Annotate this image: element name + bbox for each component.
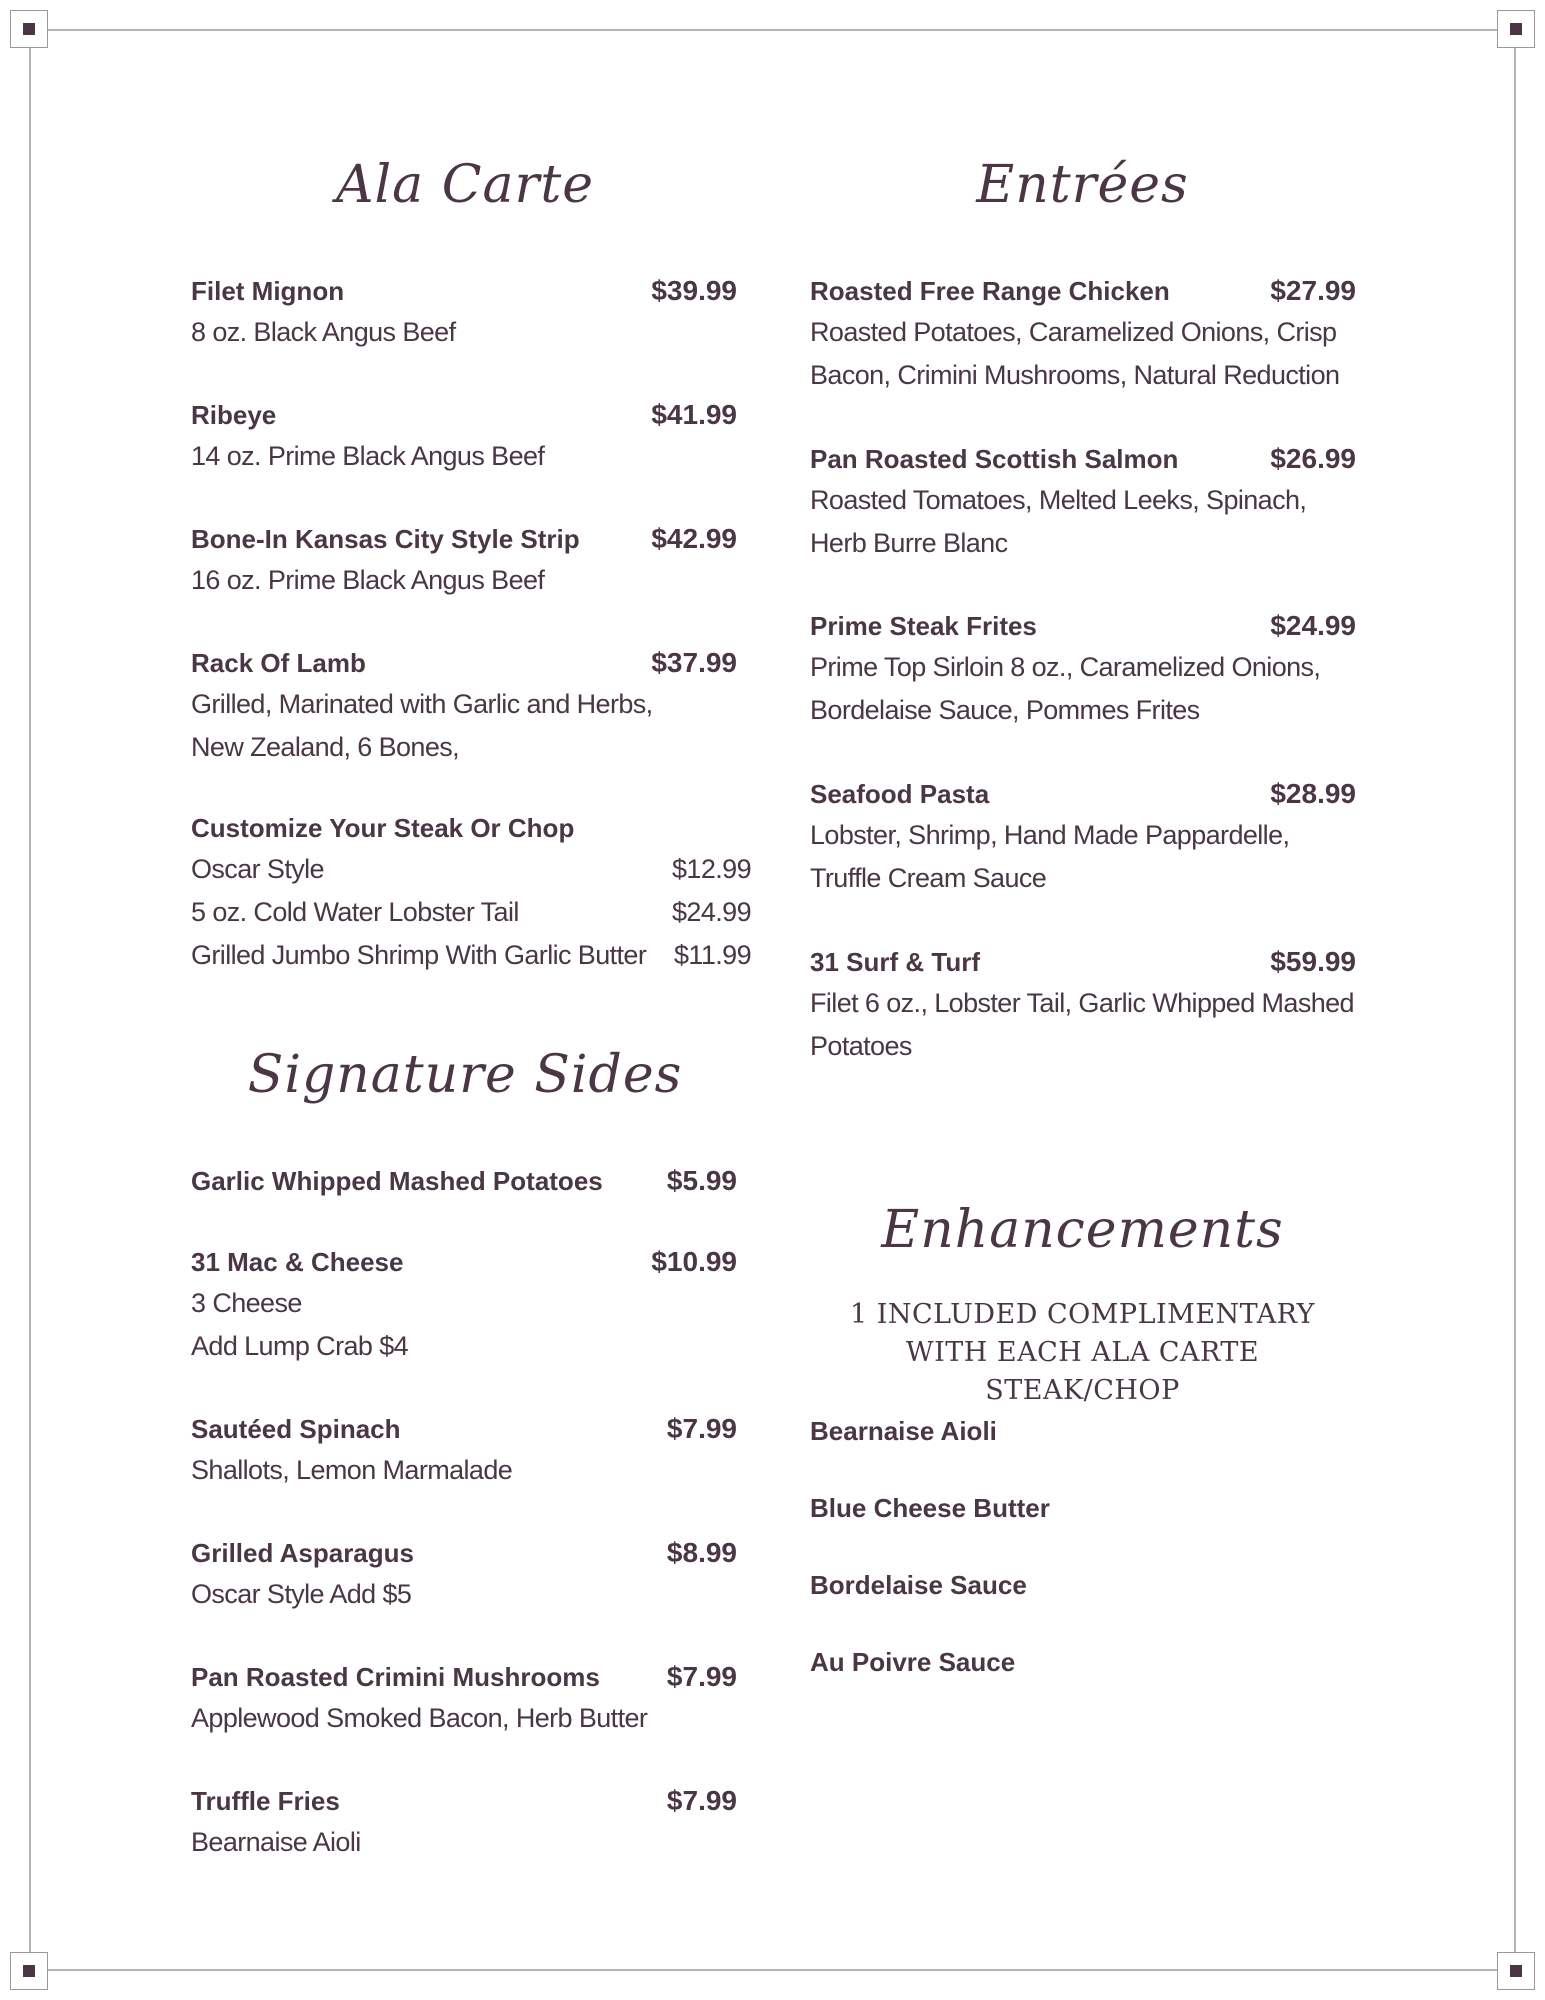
enhancements-title: Enhancements: [881, 1200, 1284, 1260]
item-description: Roasted Potatoes, Caramelized Onions, Crisp Bacon, Crimini Mushrooms, Natural Reduction: [810, 317, 1340, 390]
item-description: 14 oz. Prime Black Angus Beef: [191, 441, 545, 471]
menu-item-filet-mignon: [191, 271, 737, 354]
item-price: $7.99: [666, 1661, 737, 1692]
addon-price: $24.99: [672, 897, 751, 927]
item-description: 16 oz. Prime Black Angus Beef: [191, 565, 545, 595]
item-price: $27.99: [1270, 275, 1356, 306]
addon-row: [191, 848, 751, 891]
corner-ornament-top-right: [1497, 10, 1535, 48]
addon-label: Oscar Style: [191, 854, 324, 884]
item-description-addon: Add Lump Crab $4: [191, 1331, 409, 1361]
item-name: Filet Mignon: [191, 276, 345, 306]
enhancements-note: 1 INCLUDED COMPLIMENTARY WITH EACH ALA CARTE STEAK/CHOP: [849, 1299, 1316, 1406]
frame-top-line: [48, 29, 1497, 31]
frame-left-line: [29, 48, 31, 1952]
item-name: Ribeye: [191, 400, 277, 430]
side-crimini-mushrooms: [191, 1657, 737, 1740]
side-grilled-asparagus: [191, 1533, 737, 1616]
item-description: Grilled, Marinated with Garlic and Herbs, New Zealand, 6 Bones,: [191, 689, 653, 762]
item-description: Prime Top Sirloin 8 oz., Caramelized Onions, Bordelaise Sauce, Pommes Frites: [810, 652, 1321, 725]
item-name: Bone-In Kansas City Style Strip: [191, 524, 580, 554]
item-name: 31 Surf & Turf: [810, 947, 980, 977]
item-description: 3 Cheese: [191, 1288, 302, 1318]
menu-item-ribeye: [191, 395, 737, 478]
menu-item-rack-of-lamb: [191, 643, 737, 769]
frame-right-line: [1514, 48, 1516, 1952]
item-name: Pan Roasted Crimini Mushrooms: [191, 1662, 600, 1692]
side-truffle-fries: [191, 1781, 737, 1864]
item-price: $7.99: [666, 1785, 737, 1816]
addon-row: [191, 891, 751, 934]
addon-price: $11.99: [674, 940, 751, 970]
addon-row: [191, 934, 751, 977]
item-name: Roasted Free Range Chicken: [810, 276, 1170, 306]
item-price: $28.99: [1270, 778, 1356, 809]
enhancement-item: Au Poivre Sauce: [810, 1647, 1016, 1677]
enhancement-item: Bearnaise Aioli: [810, 1416, 997, 1446]
corner-ornament-top-left: [10, 10, 48, 48]
item-name: Truffle Fries: [191, 1786, 340, 1816]
ala-carte-title: Ala Carte: [335, 155, 595, 215]
customize-steak-block: [191, 808, 751, 977]
item-price: $39.99: [651, 275, 737, 306]
item-description: Roasted Tomatoes, Melted Leeks, Spinach, Herb Burre Blanc: [810, 485, 1307, 558]
enhancement-item: Bordelaise Sauce: [810, 1570, 1027, 1600]
item-price: $10.99: [651, 1246, 737, 1277]
signature-sides-title: Signature Sides: [247, 1045, 683, 1105]
entrees-title: Entrées: [976, 155, 1189, 215]
customize-title: Customize Your Steak Or Chop: [191, 813, 575, 843]
entree-surf-and-turf: [810, 942, 1356, 1068]
item-description: 8 oz. Black Angus Beef: [191, 317, 456, 347]
item-description: Bearnaise Aioli: [191, 1827, 361, 1857]
side-sauteed-spinach: [191, 1409, 737, 1492]
item-price: $8.99: [666, 1537, 737, 1568]
item-price: $42.99: [651, 523, 737, 554]
entree-scottish-salmon: [810, 439, 1356, 565]
item-price: $59.99: [1270, 946, 1356, 977]
item-description: Applewood Smoked Bacon, Herb Butter: [191, 1703, 648, 1733]
corner-ornament-bottom-right: [1497, 1952, 1535, 1990]
item-name: Seafood Pasta: [810, 779, 990, 809]
item-description: Shallots, Lemon Marmalade: [191, 1455, 513, 1485]
item-price: $24.99: [1270, 610, 1356, 641]
corner-ornament-bottom-left: [10, 1952, 48, 1990]
item-price: $5.99: [666, 1165, 737, 1196]
addon-price: $12.99: [672, 854, 751, 884]
enhancement-item: Blue Cheese Butter: [810, 1493, 1050, 1523]
entree-seafood-pasta: [810, 774, 1356, 900]
item-name: Rack Of Lamb: [191, 648, 366, 678]
item-name: Grilled Asparagus: [191, 1538, 414, 1568]
side-garlic-mashed-potatoes: [191, 1161, 737, 1201]
item-description: Filet 6 oz., Lobster Tail, Garlic Whipped Mashed Potatoes: [810, 988, 1354, 1061]
frame-bottom-line: [48, 1969, 1497, 1971]
item-price: $26.99: [1270, 443, 1356, 474]
item-price: $7.99: [666, 1413, 737, 1444]
item-name: 31 Mac & Cheese: [191, 1247, 404, 1277]
side-mac-and-cheese: [191, 1242, 737, 1368]
menu-item-kansas-city-strip: [191, 519, 737, 602]
item-price: $41.99: [651, 399, 737, 430]
item-description: Lobster, Shrimp, Hand Made Pappardelle, Truffle Cream Sauce: [810, 820, 1290, 893]
item-name: Sautéed Spinach: [191, 1414, 401, 1444]
item-name: Pan Roasted Scottish Salmon: [810, 444, 1179, 474]
item-price: $37.99: [651, 647, 737, 678]
item-name: Prime Steak Frites: [810, 611, 1037, 641]
entree-roasted-chicken: [810, 271, 1356, 397]
item-name: Garlic Whipped Mashed Potatoes: [191, 1166, 603, 1196]
item-description: Oscar Style Add $5: [191, 1579, 412, 1609]
addon-label: 5 oz. Cold Water Lobster Tail: [191, 897, 519, 927]
entree-prime-steak-frites: [810, 606, 1356, 732]
addon-label: Grilled Jumbo Shrimp With Garlic Butter: [191, 940, 647, 970]
